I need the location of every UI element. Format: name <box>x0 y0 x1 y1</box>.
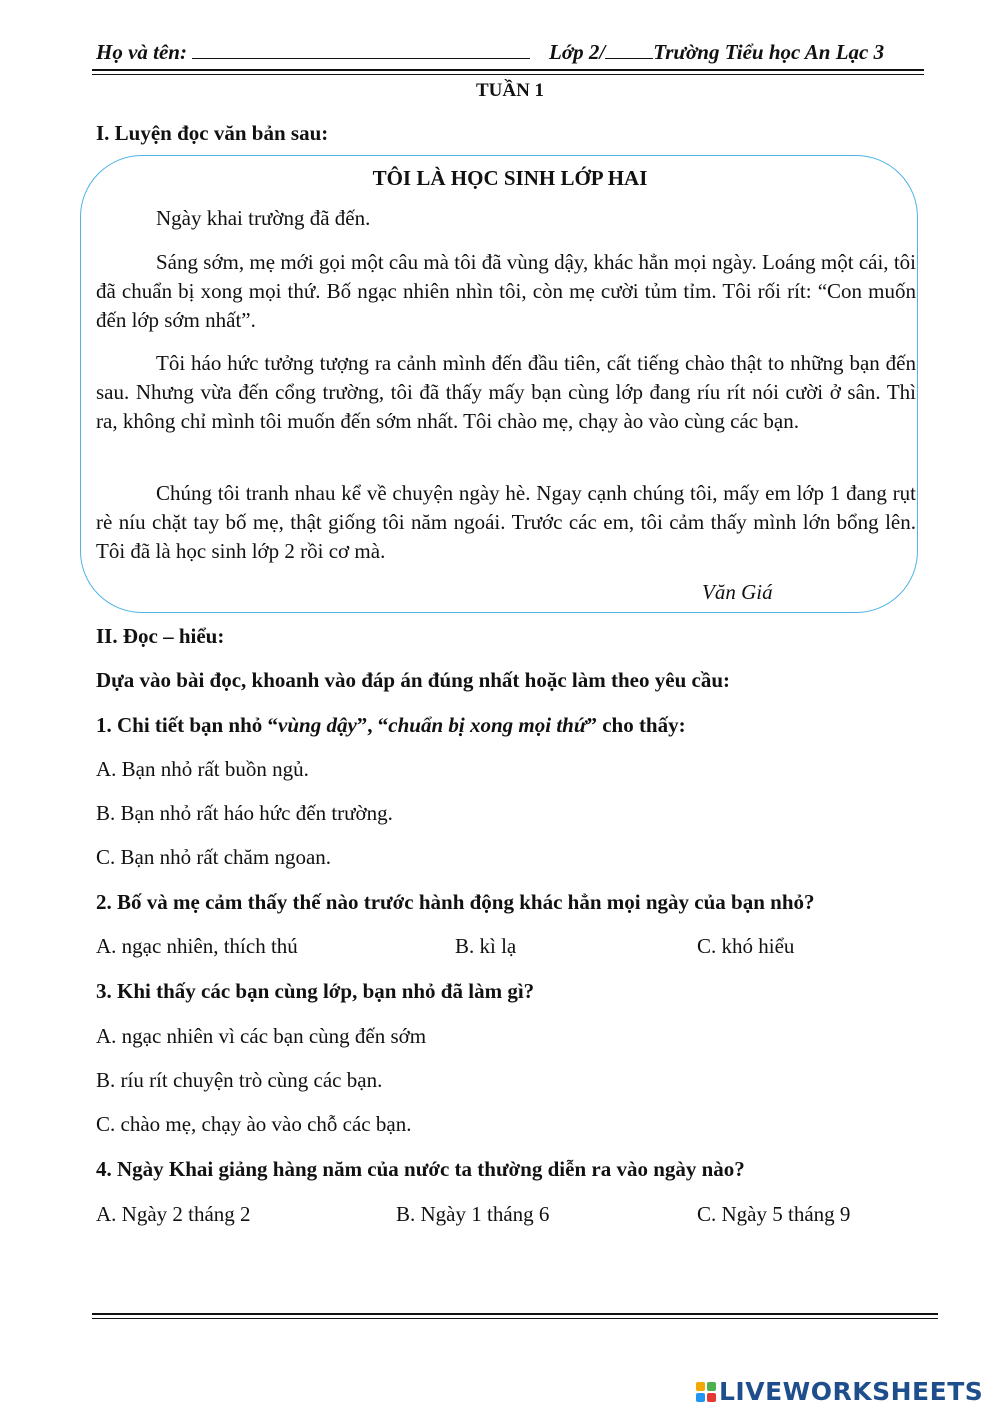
q4-option-c[interactable]: C. Ngày 5 tháng 9 <box>697 1202 851 1226</box>
question-3: 3. Khi thấy các bạn cùng lớp, bạn nhỏ đã làm gì? <box>96 979 535 1003</box>
q1-option-b[interactable]: B. Bạn nhỏ rất háo hức đến trường. <box>96 801 393 825</box>
story-paragraph: Chúng tôi tranh nhau kể về chuyện ngày hè. Ngay cạnh chúng tôi, mấy em lớp 1 đang rụt rè níu chặt tay bố mẹ, thật giống tôi năm ngoái. Trước các em, tôi cảm thấy mình lớn bổng lên. Tôi đã là học sinh lớp 2 rồi cơ mà. <box>96 481 916 563</box>
q1-option-a[interactable]: A. Bạn nhỏ rất buồn ngủ. <box>96 757 309 781</box>
school-name: Trường Tiểu học An Lạc 3 <box>653 40 885 64</box>
story-paragraph: Sáng sớm, mẹ mới gọi một câu mà tôi đã vùng dậy, khác hẳn mọi ngày. Loáng một cái, tôi đã chuẩn bị xong mọi thứ. Bố ngạc nhiên nhìn tôi, còn mẹ cười tủm tỉm. Tôi rối rít: “Con muốn đến lớp sớm nhất”. <box>96 250 916 332</box>
header-rule-thin <box>92 74 924 75</box>
class-label: Lớp 2/ Trường Tiểu học An Lạc 3 <box>549 40 885 64</box>
q2-option-b[interactable]: B. kì lạ <box>455 934 517 958</box>
q2-option-a[interactable]: A. ngạc nhiên, thích thú <box>96 934 298 958</box>
story-paragraph: Tôi háo hức tưởng tượng ra cảnh mình đến đầu tiên, cất tiếng chào thật to những bạn đến sau. Nhưng vừa đến cổng trường, tôi đã thấy mấy bạn cùng lớp đang ríu rít nói cười ở sân. Thì ra, không chỉ mình tôi muốn đến sớm nhất. Tôi chào mẹ, chạy ào vào cùng các bạn. <box>96 351 916 433</box>
q3-option-b[interactable]: B. ríu rít chuyện trò cùng các bạn. <box>96 1068 383 1092</box>
liveworksheets-logo <box>696 1377 983 1406</box>
student-name-blank[interactable] <box>192 40 530 59</box>
story-paragraph: Ngày khai trường đã đến. <box>156 206 371 230</box>
q4-option-b[interactable]: B. Ngày 1 tháng 6 <box>396 1202 550 1226</box>
logo-icon <box>696 1382 716 1402</box>
logo-square <box>696 1382 705 1391</box>
footer-rule <box>92 1313 938 1315</box>
class-blank[interactable] <box>605 40 653 59</box>
question-4: 4. Ngày Khai giảng hàng năm của nước ta thường diễn ra vào ngày nào? <box>96 1157 745 1181</box>
story-title: TÔI LÀ HỌC SINH LỚP HAI <box>372 166 648 190</box>
question-1: 1. Chi tiết bạn nhỏ “vùng dậy”, “chuẩn bị xong mọi thứ” cho thấy: <box>96 713 686 737</box>
logo-text: LIVEWORKSHEETS <box>719 1377 984 1406</box>
student-name-label: Họ và tên: <box>96 40 530 65</box>
question-2: 2. Bố và mẹ cảm thấy thế nào trước hành động khác hẳn mọi ngày của bạn nhỏ? <box>96 890 815 914</box>
story-author: Văn Giá <box>702 580 773 604</box>
section-1-heading: I. Luyện đọc văn bản sau: <box>96 121 329 145</box>
q3-option-a[interactable]: A. ngạc nhiên vì các bạn cùng đến sớm <box>96 1024 427 1048</box>
week-title: TUẦN 1 <box>475 80 545 101</box>
q1-option-c[interactable]: C. Bạn nhỏ rất chăm ngoan. <box>96 845 332 869</box>
section-2-heading: II. Đọc – hiểu: <box>96 624 225 648</box>
q3-option-c[interactable]: C. chào mẹ, chạy ào vào chỗ các bạn. <box>96 1112 412 1136</box>
logo-square <box>707 1393 716 1402</box>
logo-square <box>707 1382 716 1391</box>
footer-rule-thin <box>92 1318 938 1319</box>
q4-option-a[interactable]: A. Ngày 2 tháng 2 <box>96 1202 251 1226</box>
q2-option-c[interactable]: C. khó hiểu <box>697 934 795 958</box>
logo-square <box>696 1393 705 1402</box>
header-rule <box>92 69 924 71</box>
instruction-text: Dựa vào bài đọc, khoanh vào đáp án đúng nhất hoặc làm theo yêu cầu: <box>96 668 730 692</box>
